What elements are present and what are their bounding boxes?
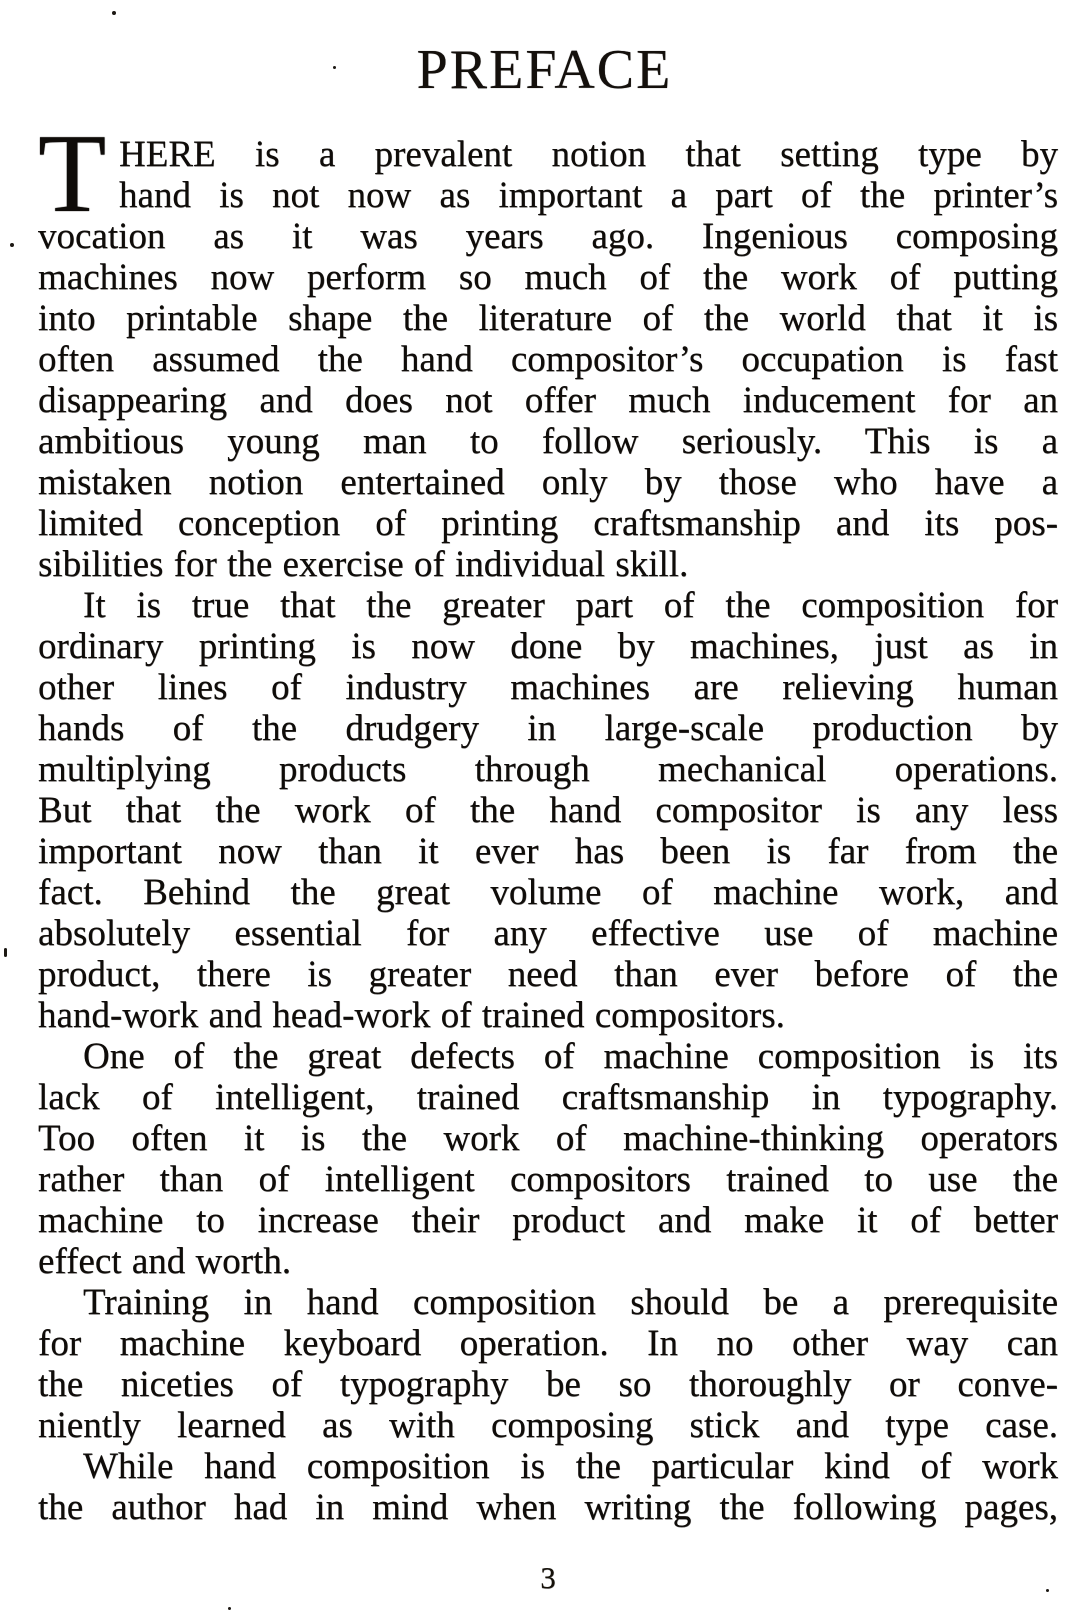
text-line: machine to increase their product and make it of better (38, 1200, 1058, 1241)
scan-speck (333, 66, 336, 69)
text-line: niently learned as with composing stick and type case. (38, 1405, 1058, 1446)
text-line: It is true that the greater part of the composition for (83, 585, 1058, 626)
text-line: absolutely essential for any effective use of machine (38, 913, 1058, 954)
scan-speck (10, 243, 14, 247)
text-line: rather than of intelligent compositors trained to use the (38, 1159, 1058, 1200)
text-line: effect and worth. (38, 1241, 292, 1282)
text-line: important now than it ever has been is far from the (38, 831, 1058, 872)
scan-speck (228, 1607, 231, 1610)
text-line: hand is not now as important a part of the printer’s (119, 175, 1058, 216)
drop-cap: T (38, 112, 107, 236)
text-line: often assumed the hand compositor’s occupation is fast (38, 339, 1058, 380)
text-line: mistaken notion entertained only by those who have a (38, 462, 1058, 503)
text-line: product, there is greater need than ever before of the (38, 954, 1058, 995)
text-line: the author had in mind when writing the following pages, (38, 1487, 1058, 1528)
text-line: into printable shape the literature of the world that it is (38, 298, 1058, 339)
paragraph-3 (38, 1036, 1058, 1282)
text-line: machines now perform so much of the work of putting (38, 257, 1058, 298)
text-line: sibilities for the exercise of individual skill. (38, 544, 689, 585)
text-line: the niceties of typography be so thoroughly or conve- (38, 1364, 1058, 1405)
page-title: PREFACE (416, 39, 673, 101)
text-line: fact. Behind the great volume of machine work, and (38, 872, 1058, 913)
text-line: vocation as it was years ago. Ingenious composing (38, 216, 1058, 257)
text-line: ordinary printing is now done by machines, just as in (38, 626, 1058, 667)
text-line: But that the work of the hand compositor is any less (38, 790, 1058, 831)
text-line: limited conception of printing craftsmanship and its pos- (38, 503, 1058, 544)
text-line: HERE is a prevalent notion that setting type by (119, 134, 1058, 175)
text-line: Too often it is the work of machine-thinking operators (38, 1118, 1058, 1159)
text-line: multiplying products through mechanical operations. (38, 749, 1058, 790)
text-line: for machine keyboard operation. In no other way can (38, 1323, 1058, 1364)
page-body (38, 112, 1058, 1528)
scan-speck (1046, 1589, 1049, 1592)
text-line: ambitious young man to follow seriously. This is a (38, 421, 1058, 462)
paragraph-1 (38, 112, 1058, 585)
text-line: While hand composition is the particular kind of work (83, 1446, 1058, 1487)
text-line: disappearing and does not offer much inducement for an (38, 380, 1058, 421)
text-line: lack of intelligent, trained craftsmanship in typography. (38, 1077, 1058, 1118)
paragraph-5 (38, 1446, 1058, 1528)
page-number: 3 (540, 1560, 556, 1595)
paragraph-2 (38, 585, 1058, 1036)
text-line: other lines of industry machines are relieving human (38, 667, 1058, 708)
text-line: hand-work and head-work of trained compositors. (38, 995, 785, 1036)
scan-speck (112, 11, 116, 15)
scan-speck (4, 948, 7, 957)
text-line: hands of the drudgery in large-scale production by (38, 708, 1058, 749)
paragraph-4 (38, 1282, 1058, 1446)
text-line: Training in hand composition should be a prerequisite (83, 1282, 1058, 1323)
text-line: One of the great defects of machine composition is its (83, 1036, 1058, 1077)
